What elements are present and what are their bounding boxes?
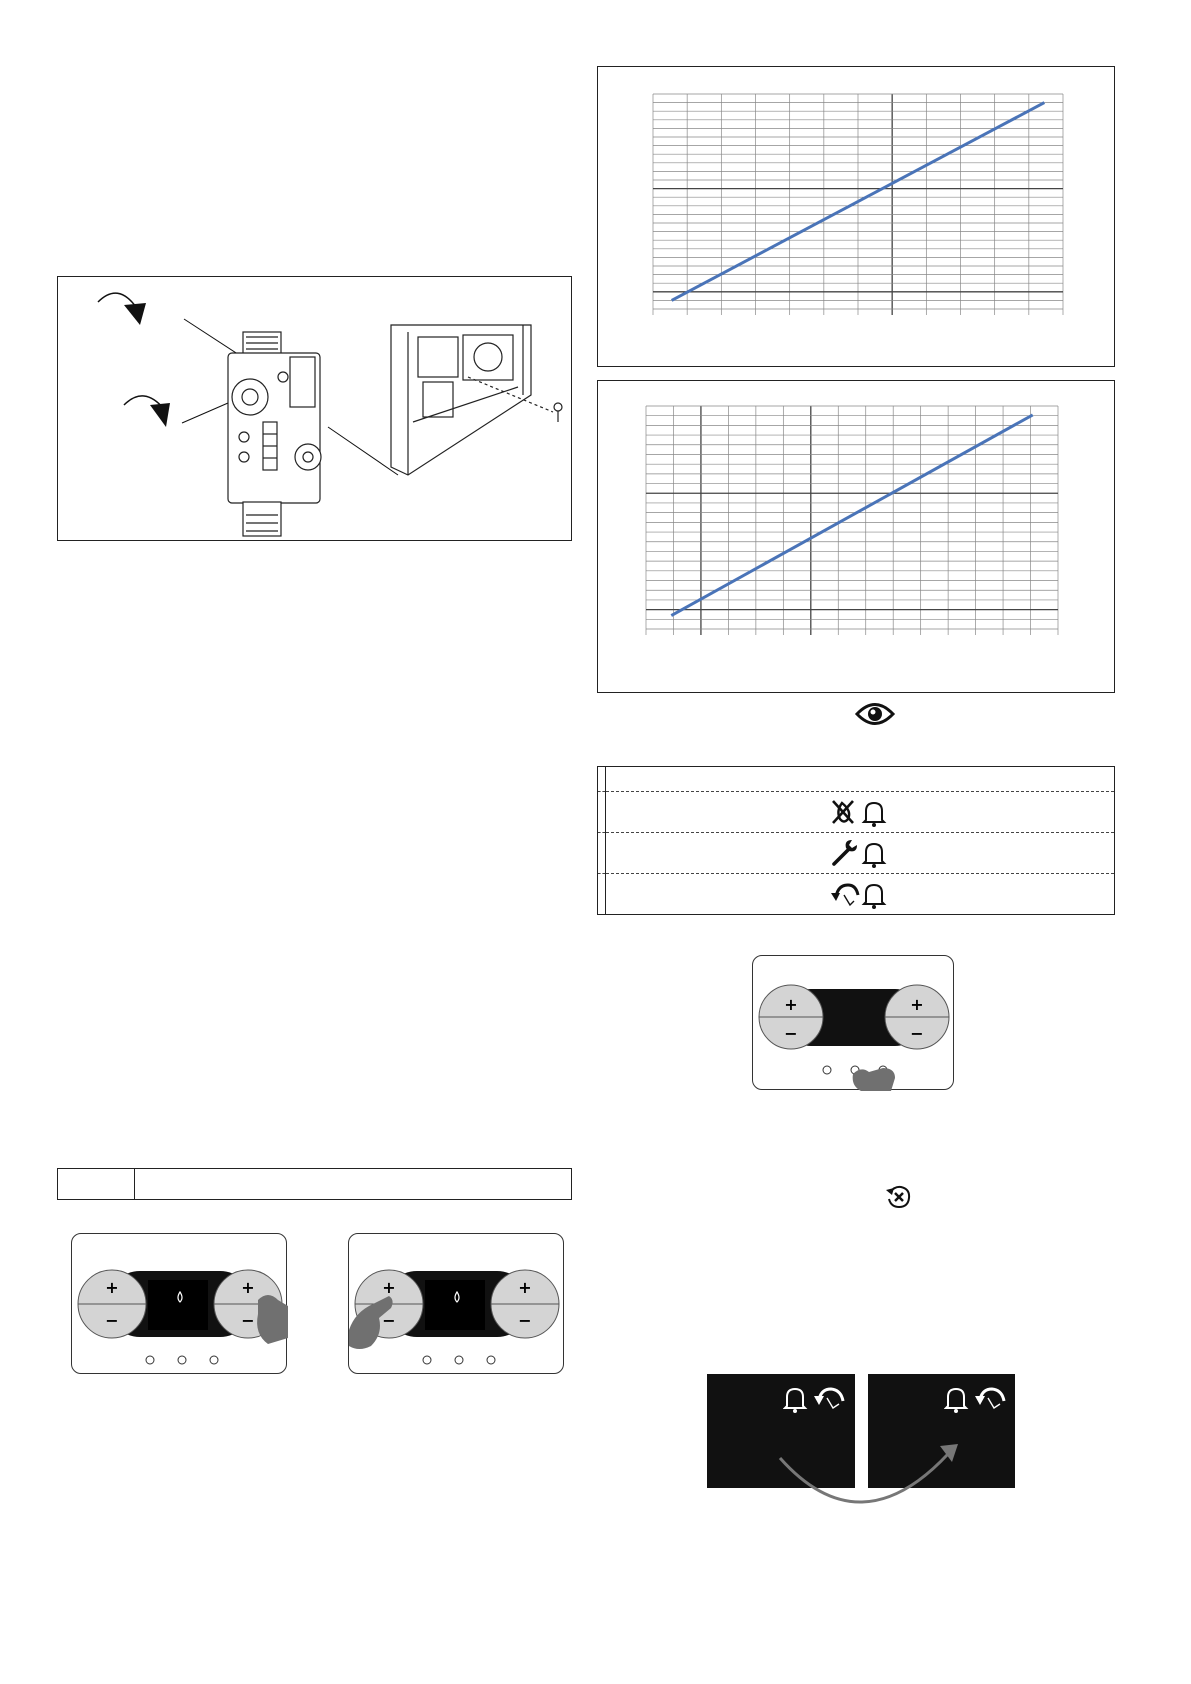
reset-icon [885, 1183, 913, 1211]
control-panel-heating-plus [71, 1233, 287, 1374]
boiler-cabinet [391, 325, 562, 475]
bell-icon [864, 803, 884, 827]
table-row [598, 833, 1115, 874]
svg-text:+: + [105, 1278, 119, 1297]
bell-icon [864, 885, 884, 909]
reset-icon [980, 1389, 1004, 1401]
svg-text:−: − [518, 1311, 532, 1330]
panel-controls [72, 1234, 288, 1375]
wrench-bell-icons [830, 838, 890, 868]
bell-icon [785, 1389, 805, 1408]
control-panel-reset [752, 955, 954, 1090]
reset-icon [831, 885, 858, 905]
control-panel-dhw-plus [348, 1233, 564, 1374]
dhw-knob [759, 985, 823, 1049]
code-table [57, 1168, 572, 1200]
wrench-icon [834, 840, 857, 864]
table-row [598, 874, 1115, 915]
svg-text:−: − [910, 1024, 924, 1043]
chart-1 [598, 67, 1114, 366]
table-header-row [598, 767, 1115, 792]
panel-controls [753, 956, 955, 1091]
hand-pointer-icon [853, 1068, 895, 1091]
no-flame-icon [833, 801, 853, 823]
reset-icon [819, 1389, 843, 1401]
svg-text:−: − [241, 1311, 255, 1330]
hand-pointer-icon [257, 1295, 288, 1344]
chart-2-frame [597, 380, 1115, 693]
transition-arrow [770, 1440, 960, 1515]
status-icon-table [597, 766, 1115, 915]
bell-reset-icons [944, 1384, 1010, 1414]
table-row [58, 1169, 572, 1200]
eye-icon [855, 701, 895, 727]
gas-valve-illustration [58, 277, 573, 542]
bell-icon [864, 844, 884, 868]
reset-bell-icons [830, 879, 890, 909]
svg-text:−: − [382, 1311, 396, 1330]
chart-1-frame [597, 66, 1115, 367]
bell-icon [946, 1389, 966, 1408]
svg-text:−: − [105, 1311, 119, 1330]
svg-text:+: + [518, 1278, 532, 1297]
no-flame-bell-icons [830, 797, 890, 827]
chart-2 [598, 381, 1114, 692]
gas-valve-figure [57, 276, 572, 541]
bell-reset-icons [783, 1384, 849, 1414]
rotate-arrow-2-head [150, 403, 170, 427]
svg-text:+: + [241, 1278, 255, 1297]
chart-grid [653, 94, 1063, 315]
svg-text:−: − [784, 1024, 798, 1043]
heating-knob [885, 985, 949, 1049]
rotate-arrow-1-head [124, 303, 146, 325]
svg-text:+: + [910, 995, 924, 1014]
svg-text:+: + [784, 995, 798, 1014]
gas-valve [228, 332, 321, 536]
panel-controls [349, 1234, 565, 1375]
svg-text:+: + [382, 1278, 396, 1297]
table-row [598, 792, 1115, 833]
chart-grid [646, 406, 1058, 635]
